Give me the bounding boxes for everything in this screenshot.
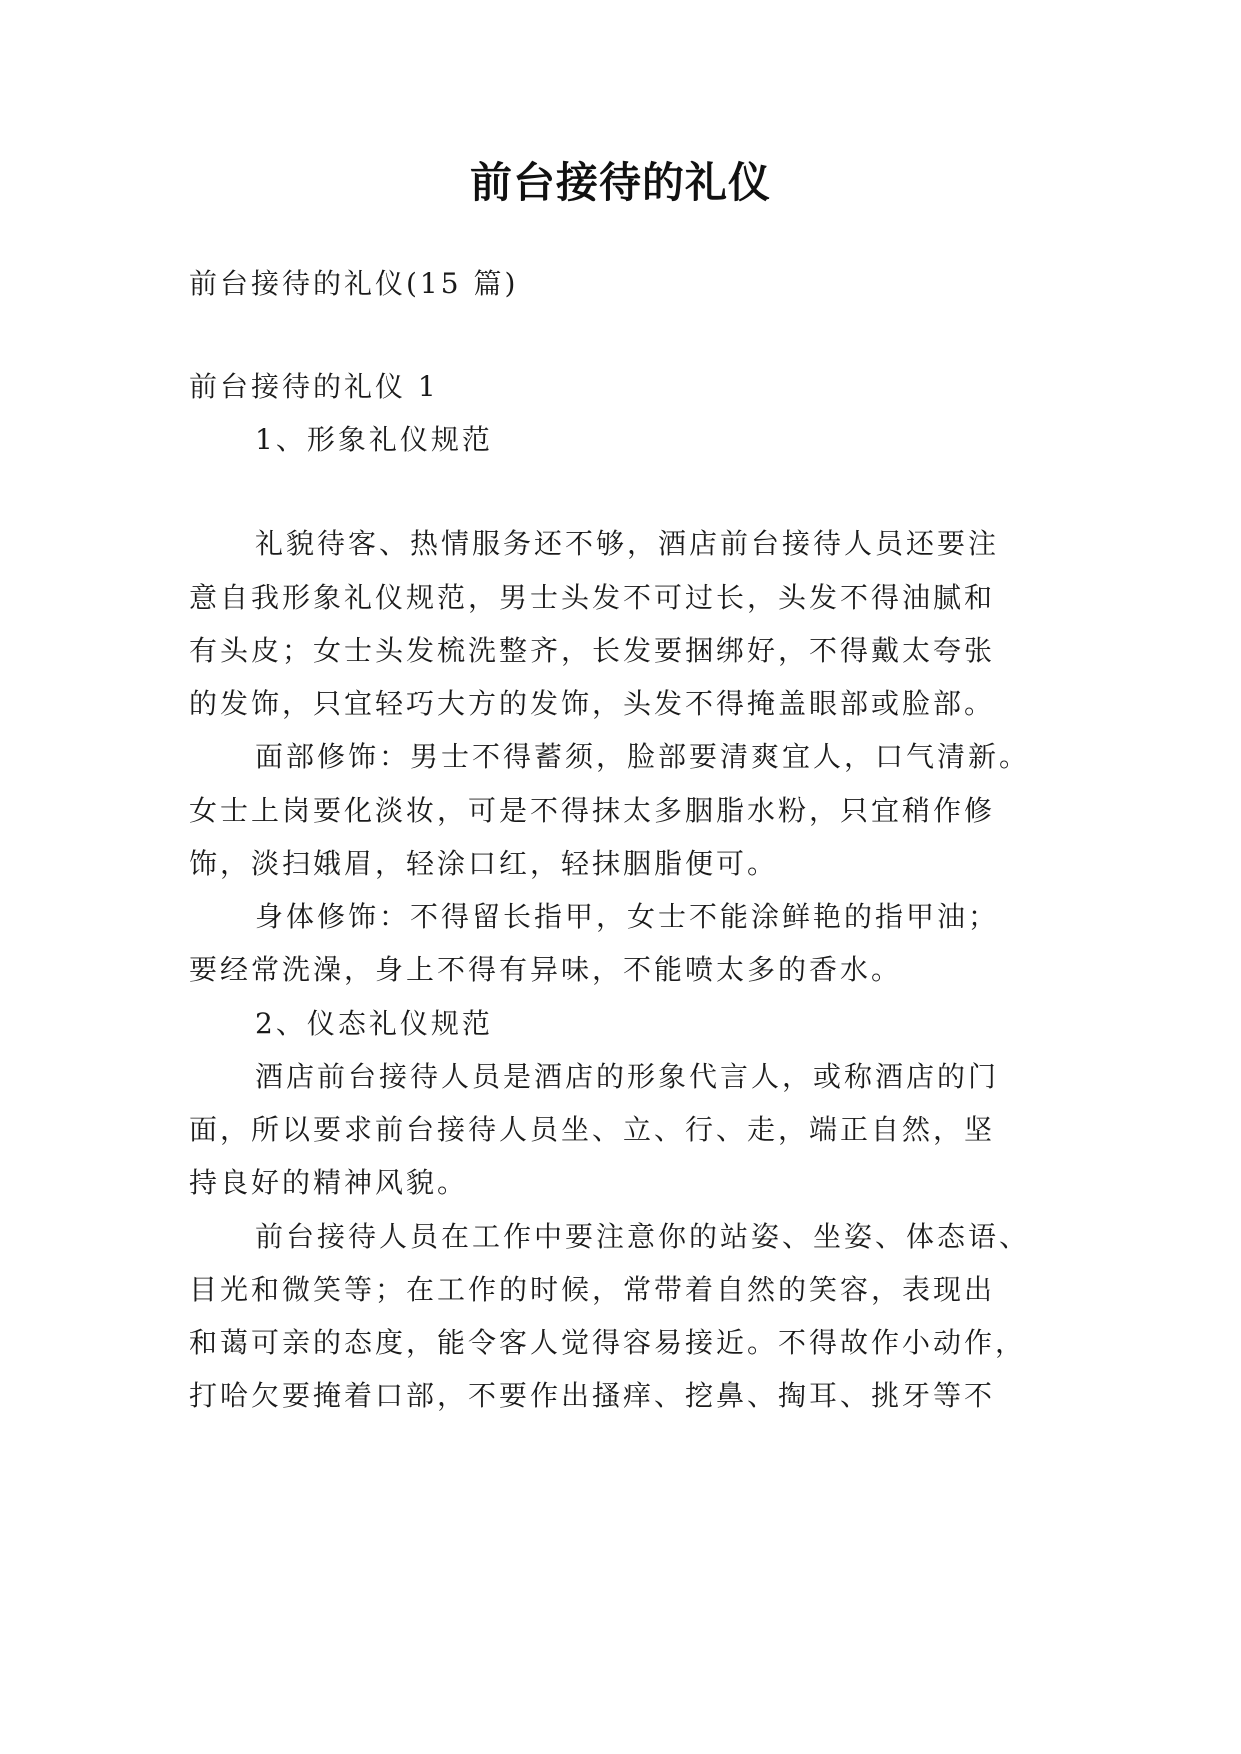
paragraph-line: 酒店前台接待人员是酒店的形象代言人，或称酒店的门 <box>255 1060 1000 1093</box>
paragraph-line: 前台接待人员在工作中要注意你的站姿、坐姿、体态语、 <box>255 1220 1031 1253</box>
document-subtitle: 前台接待的礼仪(15 篇) <box>189 267 519 300</box>
section-heading: 前台接待的礼仪 1 <box>189 370 439 403</box>
paragraph-line: 饰，淡扫娥眉，轻涂口红，轻抹胭脂便可。 <box>189 847 779 880</box>
paragraph-line: 和蔼可亲的态度，能令客人觉得容易接近。不得故作小动作， <box>189 1326 1027 1359</box>
document-title: 前台接待的礼仪 <box>469 158 771 207</box>
paragraph-line: 面部修饰：男士不得蓄须，脸部要清爽宜人，口气清新。 <box>255 740 1031 773</box>
paragraph-line: 意自我形象礼仪规范，男士头发不可过长，头发不得油腻和 <box>189 581 996 614</box>
paragraph-line: 打哈欠要掩着口部，不要作出搔痒、挖鼻、掏耳、挑牙等不 <box>189 1379 996 1412</box>
paragraph-line: 目光和微笑等；在工作的时候，常带着自然的笑容，表现出 <box>189 1273 996 1306</box>
paragraph-line: 持良好的精神风貌。 <box>189 1166 469 1199</box>
subsection-heading-1: 1、形象礼仪规范 <box>255 423 493 456</box>
paragraph-line: 身体修饰：不得留长指甲，女士不能涂鲜艳的指甲油； <box>255 900 1000 933</box>
paragraph-line: 面，所以要求前台接待人员坐、立、行、走，端正自然，坚 <box>189 1113 996 1146</box>
paragraph-line: 要经常洗澡，身上不得有异味，不能喷太多的香水。 <box>189 953 903 986</box>
subsection-heading-2: 2、仪态礼仪规范 <box>255 1007 493 1040</box>
paragraph-line: 的发饰，只宜轻巧大方的发饰，头发不得掩盖眼部或脸部。 <box>189 687 996 720</box>
paragraph-line: 有头皮；女士头发梳洗整齐，长发要捆绑好，不得戴太夸张 <box>189 634 996 667</box>
paragraph-line: 礼貌待客、热情服务还不够，酒店前台接待人员还要注 <box>255 527 1000 560</box>
paragraph-line: 女士上岗要化淡妆，可是不得抹太多胭脂水粉，只宜稍作修 <box>189 794 996 827</box>
